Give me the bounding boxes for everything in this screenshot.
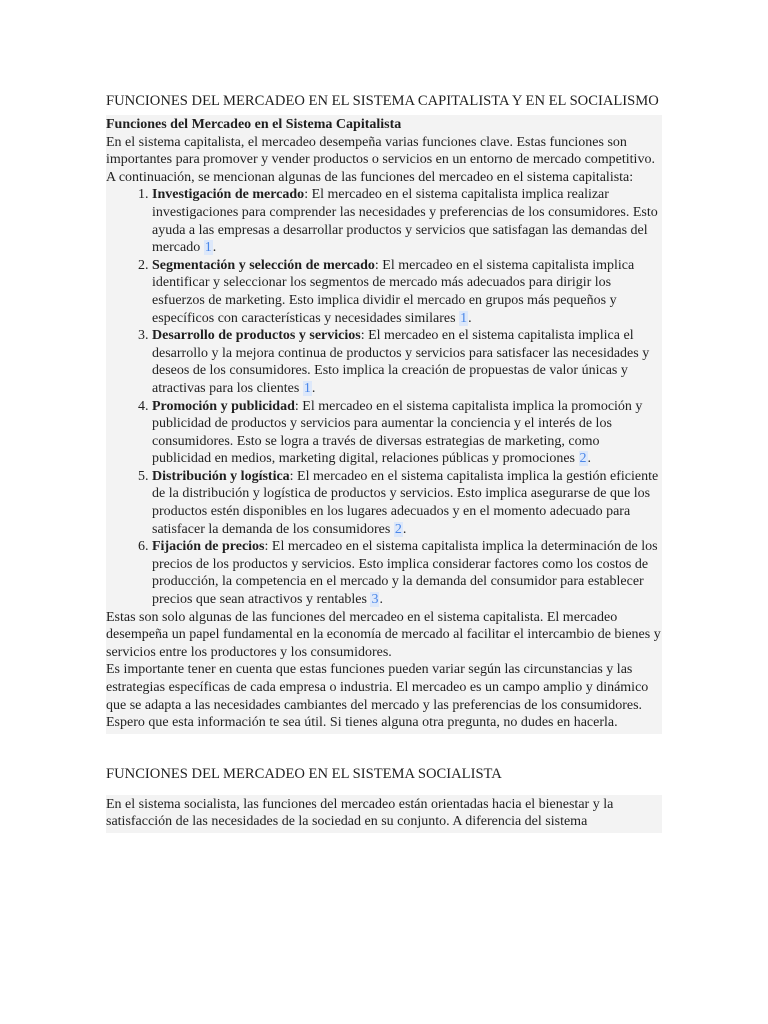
item-term: Fijación de precios	[152, 539, 265, 555]
item-end: .	[212, 240, 217, 256]
item-text: : El mercadeo en el sistema capitalista implica la gestión eficiente de la distribución y logística de productos y servicios. Esto implica asegurarse de que los productos estén disponibles en los lugares adecuados y en el momento adecuado para satisfacer la demanda de los consumidores	[152, 468, 659, 537]
closing-paragraph-3: Espero que esta información te sea útil. Si tienes alguna otra pregunta, no dudes en hacerla.	[106, 715, 618, 731]
list-item	[152, 327, 662, 397]
citation-link[interactable]: 3	[371, 592, 379, 608]
section-heading-socialist: FUNCIONES DEL MERCADEO EN EL SISTEMA SOCIALISTA	[106, 765, 502, 782]
list-item	[152, 538, 662, 608]
item-term: Distribución y logística	[152, 468, 290, 484]
section-intro-socialist: En el sistema socialista, las funciones del mercadeo están orientadas hacia el bienestar y la satisfacción de las necesidades de la sociedad en su conjunto. A diferencia del sistema	[106, 796, 614, 830]
item-text: : El mercadeo en el sistema capitalista implica el desarrollo y la mejora continua de productos y servicios para satisfacer las necesidades y deseos de los consumidores. Esto implica la creación de propuestas de valor únicas y atractivas para los clientes	[152, 328, 650, 396]
item-text: : El mercadeo en el sistema capitalista implica la promoción y publicidad de productos y servicios para aumentar la conciencia y el interés de los consumidores. Esto se logra a través de diversas estrategias de marketing, como publicidad en medios, marketing digital, relaciones públicas y promociones	[152, 398, 643, 467]
list-item	[152, 257, 662, 327]
functions-list	[106, 186, 662, 608]
citation-link[interactable]: 1	[460, 310, 468, 326]
list-item	[152, 468, 662, 538]
item-term: Desarrollo de productos y servicios	[152, 328, 361, 344]
citation-link[interactable]: 2	[394, 521, 402, 537]
item-text: : El mercadeo en el sistema capitalista implica realizar investigaciones para comprender las necesidades y preferencias de los consumidores. Esto ayuda a las empresas a desarrollar productos y servicios que satisfagan las demandas del mercado	[152, 187, 658, 256]
document-title: FUNCIONES DEL MERCADEO EN EL SISTEMA CAPITALISTA Y EN EL SOCIALISMO	[106, 93, 659, 109]
capitalist-section	[106, 115, 662, 734]
item-end: .	[311, 380, 316, 396]
section-intro-capitalist: En el sistema capitalista, el mercadeo desempeña varias funciones clave. Estas funciones son importantes para promover y vender productos o servicios en un entorno de mercado competitivo. A continuación, se mencionan algunas de las funciones del mercadeo en el sistema capitalista:	[106, 134, 655, 185]
item-text: : El mercadeo en el sistema capitalista implica identificar y seleccionar los segmentos de mercado más adecuados para dirigir los esfuerzos de marketing. Esto implica dividir el mercado en grupos más pequeños y específicos con características y necesidades similares	[152, 257, 635, 326]
item-term: Investigación de mercado	[152, 187, 305, 203]
item-text: : El mercadeo en el sistema capitalista implica la determinación de los precios de los productos y servicios. Esto implica considerar factores como los costos de producción, la competencia en el mercado y la demanda del consumidor para establecer precios que sean atractivos y rentables	[152, 539, 658, 608]
item-end: .	[468, 310, 472, 326]
socialist-section	[106, 795, 662, 833]
item-end: .	[379, 592, 383, 608]
item-term: Segmentación y selección de mercado	[152, 257, 375, 273]
closing-paragraph-1: Estas son solo algunas de las funciones del mercadeo en el sistema capitalista. El mercadeo desempeña un papel fundamental en la economía de mercado al facilitar el intercambio de bienes y servicios entre los productores y los consumidores.	[106, 609, 661, 660]
list-item	[152, 186, 662, 256]
document-page	[106, 92, 662, 833]
item-term: Promoción y publicidad	[152, 398, 295, 414]
citation-link[interactable]: 1	[204, 240, 212, 256]
list-item	[152, 398, 662, 468]
item-end: .	[402, 521, 407, 537]
closing-paragraph-2: Es importante tener en cuenta que estas funciones pueden variar según las circunstancias y las estrategias específicas de cada empresa o industria. El mercadeo es un campo amplio y dinámico que se adapta a las necesidades cambiantes del mercado y las preferencias de los consumidores.	[106, 662, 649, 713]
item-end: .	[587, 451, 592, 467]
section-title-capitalist: Funciones del Mercadeo en el Sistema Capitalista	[106, 117, 402, 132]
citation-link[interactable]: 2	[579, 451, 587, 467]
citation-link[interactable]: 1	[303, 380, 311, 396]
